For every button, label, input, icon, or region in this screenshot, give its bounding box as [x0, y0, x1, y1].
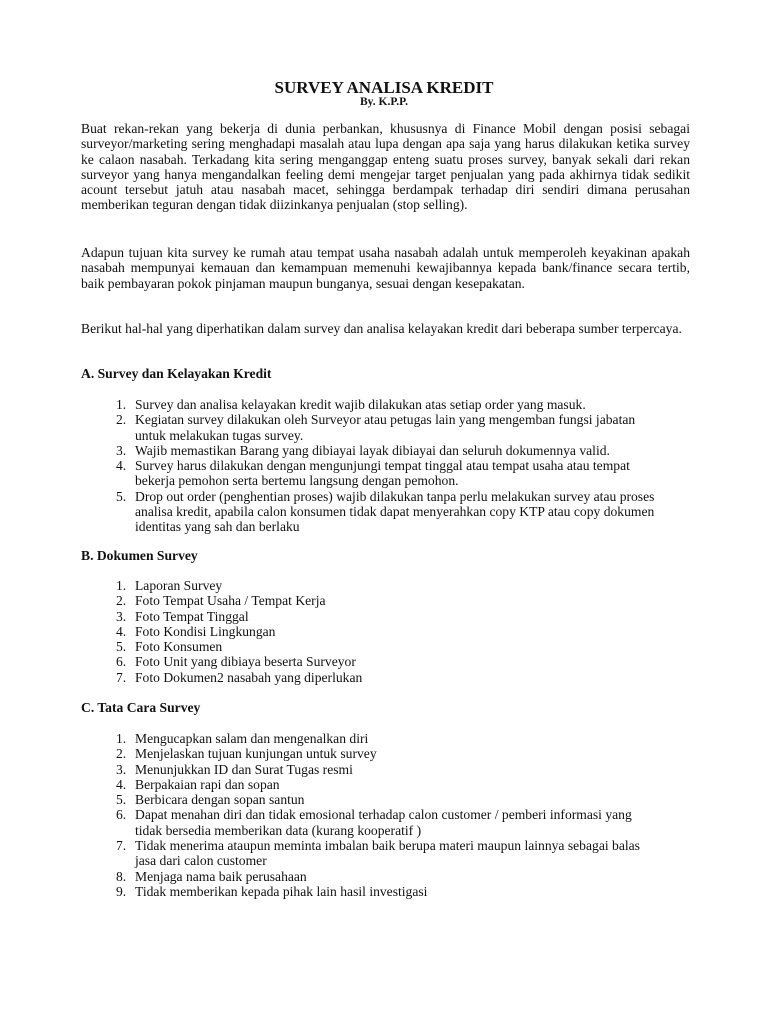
list-number: 6.: [116, 807, 127, 823]
paragraph-text: Adapun tujuan kita survey ke rumah atau tempat usaha nasabah adalah untuk memperoleh keyakinan apakah nasabah mempunyai kemauan dan kemampuan memenuhi kewajibannya kepada bank/finance secara tertib, baik pembayaran pokok pinjaman maupun bunganya, sesuai dengan kesepakatan.: [81, 245, 690, 291]
list-item-text: Mengucapkan salam dan mengenalkan diri: [135, 731, 369, 746]
list-item: [81, 731, 655, 746]
list-item: [81, 807, 655, 838]
list-item-text: Kegiatan survey dilakukan oleh Surveyor atau petugas lain yang mengemban fungsi jabatan untuk melakukan tugas survey.: [135, 412, 636, 443]
list-number: 9.: [116, 883, 127, 899]
section-c-heading: [81, 700, 690, 715]
purpose-paragraph: [81, 245, 690, 291]
heading-text: C. Tata Cara Survey: [81, 700, 201, 715]
list-item: [81, 792, 655, 807]
list-item-text: Foto Unit yang dibiaya beserta Surveyor: [135, 654, 356, 670]
list-item-text: Menjaga nama baik perusahaan: [135, 868, 307, 884]
list-number: 2.: [116, 412, 127, 428]
sources-paragraph: [81, 321, 690, 336]
intro-paragraph: [81, 121, 690, 213]
list-number: 2.: [116, 593, 127, 609]
section-a-list: [81, 397, 690, 535]
list-item-text: Laporan Survey: [135, 578, 223, 593]
list-item: [81, 489, 655, 535]
list-number: 3.: [116, 761, 127, 777]
list-number: 1.: [116, 578, 127, 593]
list-item: [81, 593, 655, 608]
list-item-text: Menunjukkan ID dan Surat Tugas resmi: [135, 761, 353, 777]
list-number: 5.: [116, 792, 127, 808]
list-item-text: Berpakaian rapi dan sopan: [135, 776, 280, 792]
section-b-list: [81, 578, 690, 685]
list-item: [81, 397, 655, 412]
list-item-text: Foto Tempat Tinggal: [135, 608, 249, 624]
list-item-text: Survey harus dilakukan dengan mengunjungi tempat tinggal atau tempat usaha atau tempat bekerja pemohon serta bertemu langsung dengan pemohon.: [135, 458, 630, 489]
list-item: [81, 458, 655, 489]
list-item-text: Tidak memberikan kepada pihak lain hasil investigasi: [135, 883, 428, 899]
list-item: [81, 762, 655, 777]
list-item-text: Foto Tempat Usaha / Tempat Kerja: [135, 593, 326, 609]
list-item: [81, 624, 655, 639]
list-item-text: Berbicara dengan sopan santun: [135, 792, 305, 808]
list-item: [81, 869, 655, 884]
list-number: 7.: [116, 669, 127, 685]
list-item-text: Tidak menerima ataupun meminta imbalan baik berupa materi maupun lainnya sebagai balas jasa dari calon customer: [135, 838, 640, 869]
list-number: 3.: [116, 442, 127, 458]
list-item: [81, 443, 655, 458]
list-number: 4.: [116, 623, 127, 639]
list-item-text: Menjelaskan tujuan kunjungan untuk survey: [135, 746, 377, 762]
list-item: [81, 746, 655, 761]
list-item-text: Dapat menahan diri dan tidak emosional terhadap calon customer / pemberi informasi yang tidak bersedia memberikan data (kurang kooperatif ): [135, 807, 632, 838]
list-number: 5.: [116, 639, 127, 655]
list-item: [81, 884, 655, 899]
list-number: 4.: [116, 776, 127, 792]
heading-text: A. Survey dan Kelayakan Kredit: [81, 366, 272, 381]
paragraph-text: Berikut hal-hal yang diperhatikan dalam survey dan analisa kelayakan kredit dari beberapa sumber terpercaya.: [81, 321, 682, 336]
paragraph-text: Buat rekan-rekan yang bekerja di dunia perbankan, khususnya di Finance Mobil dengan posisi sebagai surveyor/marketing sering menghadapi masalah atau lupa dengan apa saja yang harus dilakukan ketika survey ke calaon nasabah. Terkadang kita sering menganggap enteng suatu proses survey, banyak sekali dari rekan surveyor yang hanya mengandalkan feeling demi mengejar target penjualan yang pada akhirnya tidak sedikit acount tersebut jatuh atau nasabah macet, sehingga berdampak terhadap diri sendiri dimana perusahan memberikan teguran dengan tidak diizinkanya penjualan (stop selling).: [81, 121, 690, 213]
list-item-text: Drop out order (penghentian proses) wajib dilakukan tanpa perlu melakukan survey atau proses analisa kredit, apabila calon konsumen tidak dapat menyerahkan copy KTP atau copy dokumen identitas yang sah dan berlaku: [135, 488, 655, 535]
list-item: [81, 838, 655, 869]
heading-text: B. Dokumen Survey: [81, 548, 198, 563]
list-number: 7.: [116, 838, 127, 854]
document-author: By. K.P.P.: [359, 96, 409, 108]
list-number: 1.: [116, 397, 127, 412]
list-item: [81, 654, 655, 669]
list-item: [81, 639, 655, 654]
list-number: 4.: [116, 458, 127, 474]
list-number: 3.: [116, 608, 127, 624]
list-item-text: Foto Kondisi Lingkungan: [135, 623, 276, 639]
list-number: 2.: [116, 746, 127, 762]
list-item: [81, 412, 655, 443]
document-title: SURVEY ANALISA KREDIT: [274, 78, 494, 97]
section-c-list: [81, 731, 690, 899]
list-item: [81, 670, 655, 685]
list-item-text: Foto Konsumen: [135, 639, 223, 655]
list-item-text: Foto Dokumen2 nasabah yang diperlukan: [135, 669, 363, 685]
list-item: [81, 777, 655, 792]
list-number: 1.: [116, 731, 127, 746]
list-item: [81, 609, 655, 624]
list-item-text: Survey dan analisa kelayakan kredit wajib dilakukan atas setiap order yang masuk.: [135, 397, 586, 412]
list-number: 8.: [116, 868, 127, 884]
section-a-heading: [81, 366, 690, 381]
list-item-text: Wajib memastikan Barang yang dibiayai layak dibiayai dan seluruh dokumennya valid.: [135, 442, 610, 458]
section-b-heading: [81, 548, 690, 563]
list-item: [81, 578, 655, 593]
list-number: 6.: [116, 654, 127, 670]
list-number: 5.: [116, 488, 127, 504]
